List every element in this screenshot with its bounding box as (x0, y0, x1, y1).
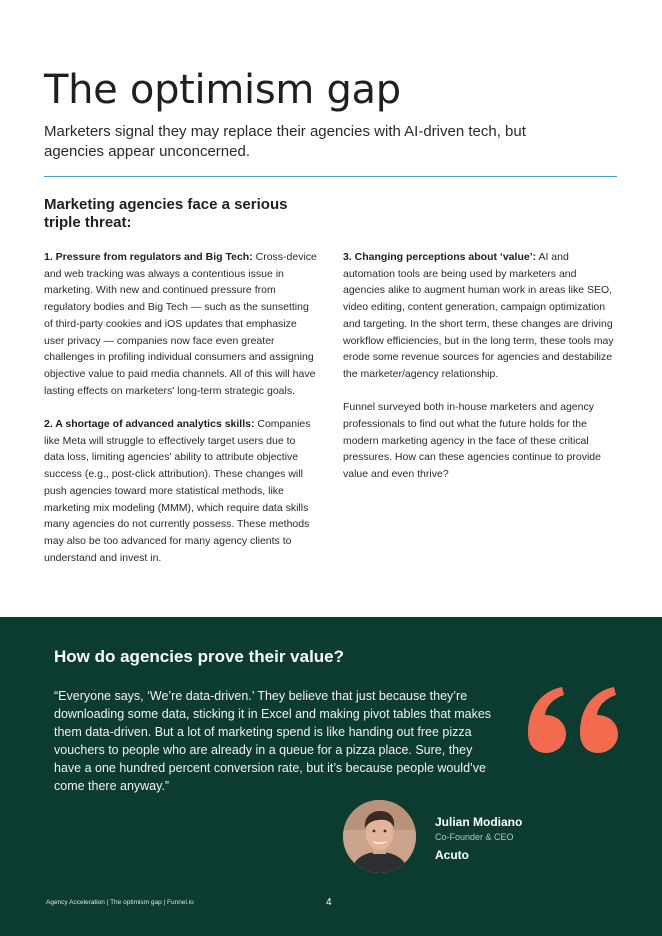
threat-paragraph-3 (343, 249, 619, 383)
right-column (343, 249, 619, 500)
quote-heading: How do agencies prove their value? (54, 647, 345, 666)
threat-body-3: AI and automation tools are being used by marketers and agencies alike to augment human work in areas like SEO, video editing, content generation, campaign optimization and targeting. In the short term, these changes are driving workflow efficiencies, but in the long term, these tools may erode some revenue sources for agencies and destabilize the marketer/agency relationship. (343, 251, 614, 380)
page-subtitle: Marketers signal they may replace their agencies with AI-driven tech, but agencies appear unconcerned. (44, 123, 526, 160)
footer-text: Agency Acceleration | The optimism gap | Funnel.io (46, 899, 194, 906)
survey-paragraph: Funnel surveyed both in-house marketers and agency professionals to find out what the future holds for the modern marketing agency in the face of these critical pressures. How can these agencies continue to provide value and even thrive? (343, 401, 601, 481)
page-title: The optimism gap (44, 67, 401, 113)
person-portrait (343, 800, 416, 873)
threat-body-1: Cross-device and web tracking was always a contentious issue in marketing. With new and continued pressure from regulatory bodies and Big Tech — such as the sunsetting of third-party cookies and iOS updates that emphasize user privacy — companies now face even greater challenges in profiling individual consumers and assigning objective value to paid media channels. All of this will have lasting effects on marketers' long-term strategic goals. (44, 251, 317, 397)
person-company: Acuto (435, 848, 469, 862)
section-heading: Marketing agencies face a serious triple threat: (44, 196, 288, 231)
threat-paragraph-2 (44, 416, 318, 566)
threat-paragraph-1 (44, 249, 318, 399)
threat-lead-1: 1. Pressure from regulators and Big Tech: (44, 251, 253, 263)
threat-lead-2: 2. A shortage of advanced analytics skills: (44, 418, 255, 431)
avatar (343, 800, 416, 873)
divider (44, 176, 617, 177)
threat-body-2: Companies like Meta will struggle to effectively target users due to data loss, limiting agencies' ability to attribute objective success (e.g., post-click attribution). These changes will push agencies toward more statistical methods, like marketing mix modeling (MMM), which require data skills many agencies do not currently possess. These methods may also be too advanced for many agency clients to understand and invest in. (44, 418, 311, 564)
person-role: Co-Founder & CEO (435, 832, 514, 842)
quote-text: “Everyone says, ‘We’re data-driven.’ They believe that just because they’re downloading some data, sticking it in Excel and making pivot tables that makes them data-driven. But a lot of marketing spend is like handing out free pizza vouchers to people who are already in a queue for a pizza place. Sure, they have a one hundred percent conversion rate, but it’s because people would’ve come there anyway.” (54, 689, 492, 793)
threat-lead-3: 3. Changing perceptions about ‘value’: (343, 251, 537, 263)
person-name: Julian Modiano (435, 815, 523, 829)
quote-section (0, 617, 662, 936)
page-number: 4 (326, 897, 332, 908)
person-info (435, 814, 615, 863)
left-column (44, 249, 318, 583)
quote-mark-icon (524, 685, 622, 755)
